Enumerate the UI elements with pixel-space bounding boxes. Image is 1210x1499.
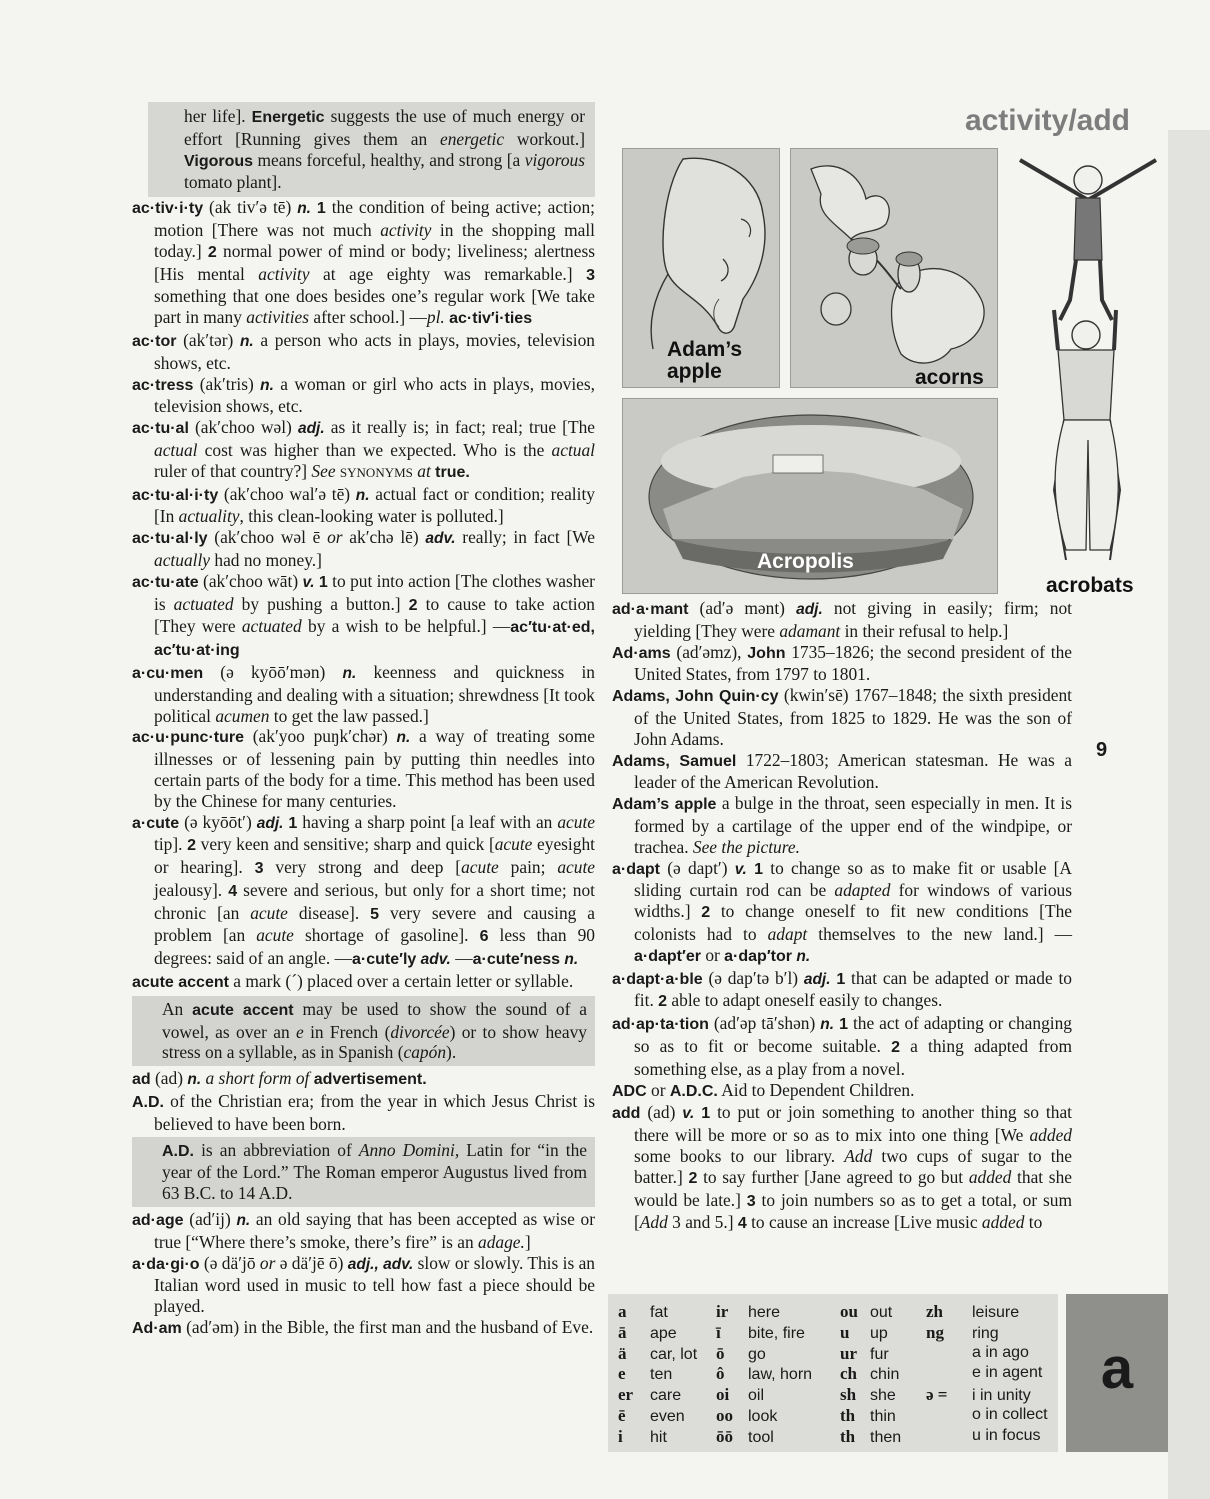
key-word: go <box>748 1345 766 1363</box>
key-word: car, lot <box>650 1345 698 1363</box>
dictionary-entry: Adams, John Quin·cy (kwin′sē) 1767–1848; the sixth president of the United States, from 1825 to 1829. He was the son of John Adams. <box>612 685 1073 749</box>
key-symbol: oo <box>716 1405 733 1425</box>
usage-note: her life]. Energetic suggests the use of much energy or effort [Running gives them an energetic workout.] Vigorous means forceful, healthy, and strong [a vigorous tomato plant]. <box>148 102 595 197</box>
key-symbol: ō <box>716 1343 725 1363</box>
key-row <box>926 1323 1048 1344</box>
dictionary-entry: Ad·ams (ad′əmz), John 1735–1826; the second president of the United States, from 1797 to 1801. <box>612 641 1072 685</box>
key-row <box>840 1385 901 1406</box>
acorn-branch-icon <box>791 149 998 388</box>
key-word: even <box>650 1407 685 1425</box>
dictionary-entry: acute accent a mark (´) placed over a certain letter or syllable. <box>132 971 574 992</box>
key-row <box>618 1344 697 1365</box>
key-row <box>926 1427 1048 1448</box>
key-symbol: er <box>618 1385 634 1405</box>
key-row <box>716 1385 812 1406</box>
key-symbol: ōō <box>716 1426 733 1446</box>
key-word: she <box>870 1387 896 1405</box>
key-symbol: zh <box>926 1302 943 1321</box>
key-symbol: ng <box>926 1322 944 1342</box>
usage-note: A.D. is an abbreviation of Anno Domini, Latin for “in the year of the Lord.” The Roman emperor Augustus lived from 63 B.C. to 14 A.D. <box>132 1137 595 1207</box>
key-word: ape <box>650 1324 677 1342</box>
key-symbol: oi <box>716 1385 730 1405</box>
usage-note: An acute accent may be used to show the sound of a vowel, as over an e in French (divorcée) or to show heavy stress on a syllable, as in Spanish (capón). <box>132 996 595 1066</box>
key-word: chin <box>870 1366 900 1384</box>
key-row <box>618 1364 697 1385</box>
letter-tab: a <box>1066 1294 1168 1452</box>
key-word: then <box>870 1428 902 1446</box>
key-symbol: u <box>840 1322 850 1342</box>
dictionary-entry: Adams, Samuel 1722–1803; American statesman. He was a leader of the American Revolution. <box>612 749 1072 793</box>
key-symbol: ur <box>840 1343 857 1363</box>
dictionary-entry: ac·tress (ak′tris) n. a woman or girl who acts in plays, movies, television shows, etc. <box>132 373 596 417</box>
key-word: up <box>870 1324 888 1342</box>
key-row <box>618 1323 697 1344</box>
dictionary-entry: ADC or A.D.C. Aid to Dependent Children. <box>612 1079 915 1100</box>
page-number: 9 <box>1096 739 1108 761</box>
dictionary-entry: ac·tu·al (ak′choo wəl) adj. as it really is; in fact; real; true [The actual cost was higher than we expected. Who is the actual ruler of that country?] See SYNONYMS at true. <box>132 417 595 481</box>
acrobats-label: acrobats <box>1046 574 1134 597</box>
key-row <box>716 1302 812 1323</box>
key-word: out <box>870 1304 893 1321</box>
key-column-3 <box>840 1302 901 1448</box>
dictionary-entry: a·da·gi·o (ə dä′jō or ə dä′jē ō) adj., adv. slow or slowly. This is an Italian word used in music to tell how fast a piece should be played. <box>132 1252 595 1317</box>
key-word: oil <box>748 1387 765 1405</box>
key-symbol: ə = <box>926 1385 948 1405</box>
key-word: fat <box>650 1304 668 1321</box>
key-row <box>840 1344 901 1365</box>
key-word: ten <box>650 1366 673 1384</box>
dictionary-entry: ac·tu·ate (ak′choo wāt) v. 1 to put into action [The clothes washer is actuated by pushing a button.] 2 to cause to take action [They were actuated by a wish to be helpful.] —ac′tu·at·ed, ac′tu·at·ing <box>132 570 596 660</box>
key-symbol: th <box>840 1405 856 1425</box>
key-row <box>926 1364 1048 1385</box>
key-row <box>840 1323 901 1344</box>
dictionary-entry: ad·a·mant (ad′ə mənt) adj. not giving in easily; firm; not yielding [They were adamant in their refusal to help.] <box>612 598 1073 641</box>
key-word: care <box>650 1387 682 1405</box>
key-row <box>618 1406 697 1427</box>
dictionary-entry: Adam’s apple a bulge in the throat, seen especially in men. It is formed by a cartilage of the upper end of the windpipe, or trachea. See the picture. <box>612 793 1073 857</box>
key-row <box>926 1406 1048 1427</box>
key-column-2 <box>716 1302 812 1448</box>
left-column <box>132 102 595 1340</box>
key-symbol: e <box>618 1364 626 1384</box>
dictionary-entry: ac·u·punc·ture (ak′yoo puŋk′chər) n. a way of treating some illnesses or of lessening pain by putting thin needles into certain parts of the body for a time. This method has been used by the Chinese for many centuries. <box>132 726 595 811</box>
dictionary-entry: ac·tu·al·ly (ak′choo wəl ē or ak′chə lē) adv. really; in fact [We actually had no money.] <box>132 527 595 570</box>
dictionary-entry: a·dapt (ə dapt′) v. 1 to change so as to make fit or usable [A sliding curtain rod can be adapted for windows of various widths.] 2 to change oneself to fit new conditions [The colonists had to adapt themselves to the new land.] —a·dapt′er or a·dap′tor n. <box>612 857 1072 965</box>
key-row <box>840 1406 901 1427</box>
key-symbol: ä <box>618 1343 627 1363</box>
key-row <box>716 1323 812 1344</box>
key-word: i in unity <box>972 1387 1031 1405</box>
key-symbol: i <box>618 1426 623 1446</box>
key-word: hit <box>650 1428 667 1446</box>
acropolis-illustration <box>622 398 998 594</box>
key-row <box>840 1427 901 1448</box>
key-row <box>716 1364 812 1385</box>
key-row <box>840 1364 901 1385</box>
dictionary-entry: ad·ap·ta·tion (ad′əp tā′shən) n. 1 the act of adapting or changing so as to fit or become suitable. 2 a thing adapted from something else, as a play from a novel. <box>612 1013 1072 1079</box>
key-column-1 <box>618 1302 697 1448</box>
key-word: o in collect <box>972 1405 1048 1423</box>
dictionary-entry: ad·age (ad′ij) n. an old saying that has been accepted as wise or true [“Where there’s smoke, there’s fire” is an adage.] <box>132 1209 595 1252</box>
key-word: u in focus <box>972 1426 1041 1444</box>
dictionary-entry: ac·tu·al·i·ty (ak′choo wal′ə tē) n. actual fact or condition; reality [In actuality, this clean-looking water is polluted.] <box>132 483 595 527</box>
key-word: here <box>748 1304 781 1321</box>
key-symbol: sh <box>840 1385 857 1405</box>
right-column <box>612 598 1072 1235</box>
dictionary-entry: a·cute (ə kyōōt′) adj. 1 having a sharp point [a leaf with an acute tip]. 2 very keen and sensitive; sharp and quick [acute eyesight or hearing]. 3 very strong and deep [acute pain; acute jealousy]. 4 severe and serious, but only for a short time; not chronic [an acute disease]. 5 very severe and causing a problem [an acute shortage of gasoline]. 6 less than 90 degrees: said of an angle. —a·cute′ly adv. —a·cute′ness n. <box>132 811 596 969</box>
dictionary-entry: a·dapt·a·ble (ə dap′tə b′l) adj. 1 that can be adapted or made to fit. 2 able to adapt oneself easily to changes. <box>612 967 1072 1011</box>
key-symbol: ē <box>618 1405 626 1425</box>
dictionary-entry: ac·tor (ak′tər) n. a person who acts in plays, movies, television shows, etc. <box>132 329 595 373</box>
dictionary-entry: A.D. of the Christian era; from the year in which Jesus Christ is believed to have been born. <box>132 1091 595 1134</box>
key-row <box>716 1427 812 1448</box>
key-row <box>716 1344 812 1365</box>
dictionary-entry: a·cu·men (ə kyōō′mən) n. keenness and quickness in understanding and dealing with a situation; shrewdness [It took political acumen to get the law passed.] <box>132 661 595 726</box>
acropolis-label: Acropolis <box>757 550 854 573</box>
key-symbol: ī <box>716 1322 721 1342</box>
key-row <box>716 1406 812 1427</box>
key-word: law, horn <box>748 1366 813 1384</box>
key-word: bite, fire <box>748 1324 805 1342</box>
key-word: look <box>748 1407 778 1425</box>
dictionary-entry: ac·tiv·i·ty (ak tiv′ə tē) n. 1 the condition of being active; action; motion [There was not much activity in the shopping mall today.] 2 normal power of mind or body; liveliness; alertness [His mental activity at age eighty was remarkable.] 3 something that one does besides one’s regular work [We take part in many activities after school.] —pl. ac·tiv′i·ties <box>132 197 595 328</box>
key-row <box>926 1385 1048 1406</box>
key-word: tool <box>748 1428 774 1446</box>
guideword: activity/add <box>964 104 1130 137</box>
page-edge <box>1168 130 1210 1499</box>
adams-apple-illustration <box>622 148 780 388</box>
key-word: e in agent <box>972 1364 1043 1382</box>
key-column-4 <box>926 1302 1048 1448</box>
key-symbol: ir <box>716 1302 729 1321</box>
adams-apple-label: Adam’s apple <box>667 338 743 383</box>
key-row <box>618 1302 697 1323</box>
dictionary-entry: ad (ad) n. a short form of advertisement. <box>132 1068 427 1089</box>
dictionary-entry: Ad·am (ad′əm) in the Bible, the first man and the husband of Eve. <box>132 1317 594 1338</box>
key-symbol: ch <box>840 1364 857 1384</box>
key-row <box>618 1385 697 1406</box>
key-row <box>618 1427 697 1448</box>
key-symbol: ā <box>618 1322 627 1342</box>
key-word: leisure <box>972 1304 1020 1321</box>
dictionary-entry: add (ad) v. 1 to put or join something to another thing so that there will be more or so as to mix into one thing [We added some books to our library. Add two cups of sugar to the batter.] 2 to say further [Jane agreed to go but added that she would be late.] 3 to join numbers so as to get a total, or sum [Add 3 and 5.] 4 to cause an increase [Live music added to <box>612 1102 1072 1233</box>
key-row <box>926 1302 1048 1323</box>
key-word: ring <box>972 1324 999 1342</box>
key-word: fur <box>870 1345 889 1363</box>
acorns-label: acorns <box>915 366 984 388</box>
acorns-illustration <box>790 148 998 388</box>
key-row <box>840 1302 901 1323</box>
key-symbol: th <box>840 1426 856 1446</box>
key-row <box>926 1344 1048 1365</box>
acrobats-illustration <box>1010 150 1166 580</box>
key-symbol: ou <box>840 1302 858 1321</box>
pronunciation-key <box>608 1294 1058 1452</box>
key-word: a in ago <box>972 1343 1029 1361</box>
key-symbol: ô <box>716 1364 725 1384</box>
key-word: thin <box>870 1407 896 1425</box>
key-symbol: a <box>618 1302 627 1321</box>
